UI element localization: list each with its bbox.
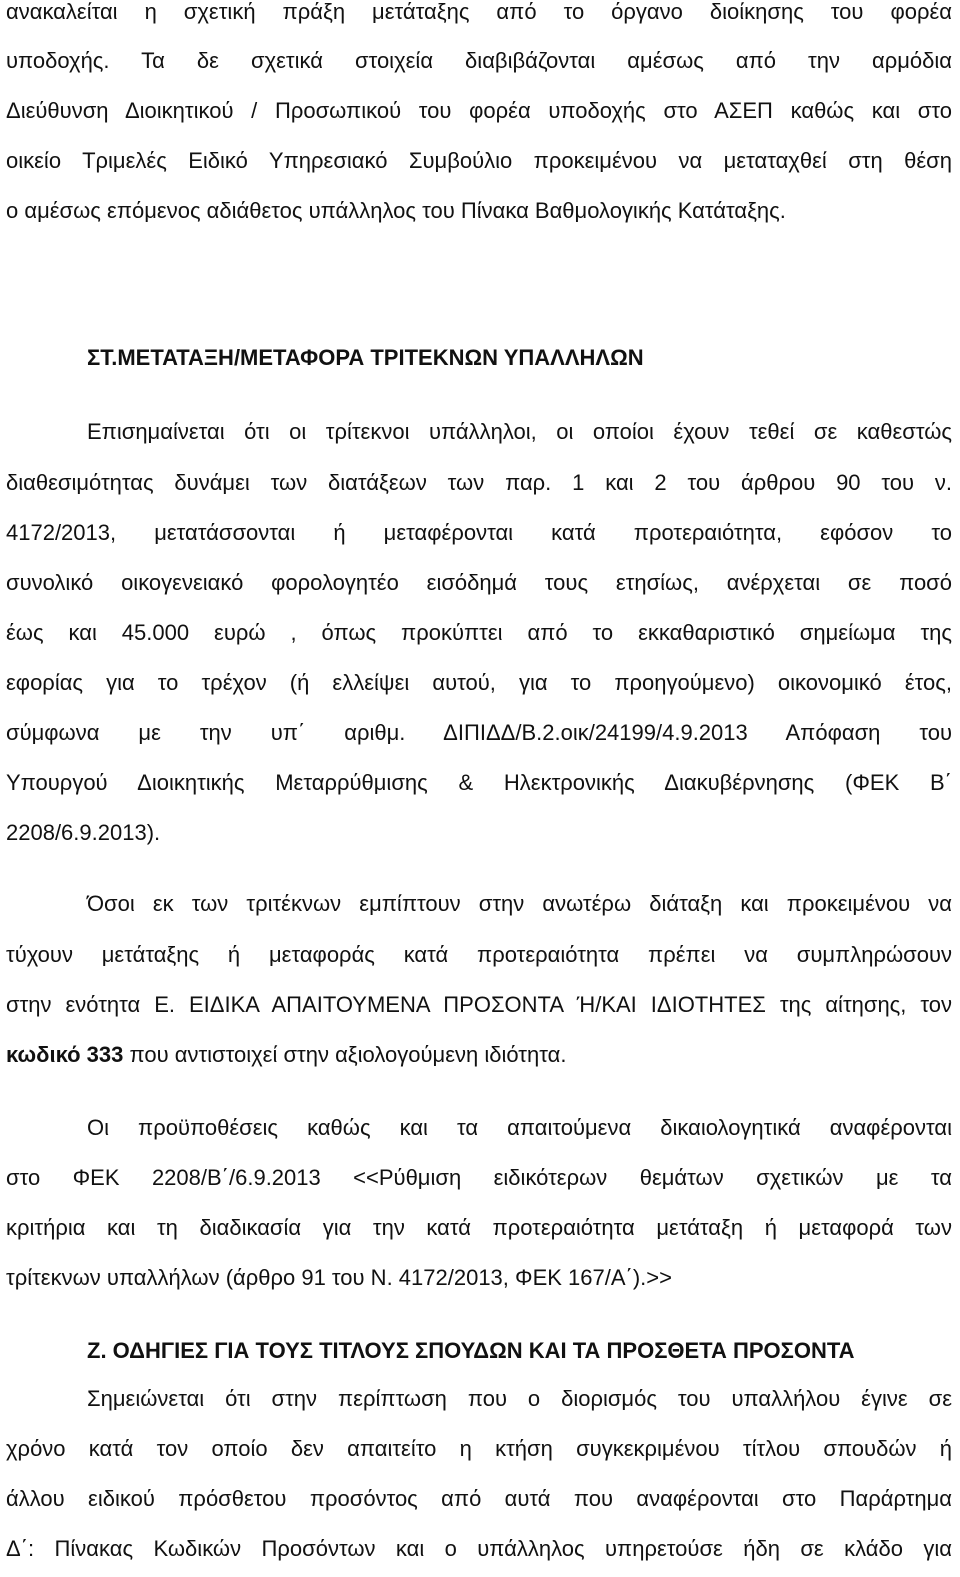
text-line — [6, 1040, 952, 1070]
text-line: άλλου ειδικού πρόσθετου προσόντος από αυτά που αναφέρονται στο Παράρτημα — [6, 1486, 952, 1511]
text-line: υποδοχής. Τα δε σχετικά στοιχεία διαβιβάζονται αμέσως από την αρμόδια — [6, 48, 952, 73]
text-line: συνολικό οικογενειακό φορολογητέο εισόδημά τους ετησίως, ανέρχεται σε ποσό — [6, 570, 952, 595]
text-line: Οι προϋποθέσεις καθώς και τα απαιτούμενα δικαιολογητικά αναφέρονται — [87, 1115, 952, 1140]
text-line: τρίτεκνων υπαλλήλων (άρθρο 91 του Ν. 4172/2013, ΦΕΚ 167/Α΄).>> — [6, 1265, 672, 1290]
text-line: διαθεσιμότητας δυνάμει των διατάξεων των παρ. 1 και 2 του άρθρου 90 του ν. — [6, 470, 952, 495]
text-line: στο ΦΕΚ 2208/Β΄/6.9.2013 <<Ρύθμιση ειδικότερων θεμάτων σχετικών με τα — [6, 1165, 952, 1190]
text-line: σύμφωνα με την υπ΄ αριθμ. ΔΙΠΙΔΔ/Β.2.οικ/24199/4.9.2013 Απόφαση του — [6, 720, 952, 745]
code-333-emphasis: κωδικό 333 — [6, 1042, 124, 1067]
text-line: 2208/6.9.2013). — [6, 820, 161, 845]
text-line: 4172/2013, μετατάσσονται ή μεταφέρονται κατά προτεραιότητα, εφόσον το — [6, 520, 952, 545]
text-line: στην ενότητα Ε. ΕΙΔΙΚΑ ΑΠΑΙΤΟΥΜΕΝΑ ΠΡΟΣΟΝΤΑ Ή/ΚΑΙ ΙΔΙΟΤΗΤΕΣ της αίτησης, τον — [6, 992, 952, 1017]
text-line: εφορίας για το τρέχον (ή ελλείψει αυτού, για το προηγούμενο) οικονομικό έτος, — [6, 670, 952, 695]
text-line: οικείο Τριμελές Ειδικό Υπηρεσιακό Συμβούλιο προκειμένου να μεταταχθεί στη θέση — [6, 148, 952, 173]
text-line: Διεύθυνση Διοικητικού / Προσωπικού του φορέα υποδοχής στο ΑΣΕΠ καθώς και στο — [6, 98, 952, 123]
text-run: που αντιστοιχεί στην αξιολογούμενη ιδιότητα. — [123, 1042, 567, 1067]
text-line: έως και 45.000 ευρώ , όπως προκύπτει από το εκκαθαριστικό σημείωμα της — [6, 620, 952, 645]
text-line: Δ΄: Πίνακας Κωδικών Προσόντων και ο υπάλληλος υπηρετούσε ήδη σε κλάδο για — [6, 1536, 952, 1561]
text-line: ανακαλείται η σχετική πράξη μετάταξης από το όργανο διοίκησης του φορέα — [6, 0, 952, 24]
text-line: Όσοι εκ των τριτέκνων εμπίπτουν στην ανωτέρω διάταξη και προκειμένου να — [87, 891, 952, 916]
text-line: ο αμέσως επόμενος αδιάθετος υπάλληλος του Πίνακα Βαθμολογικής Κατάταξης. — [6, 198, 786, 223]
section-st-heading: ΣΤ.ΜΕΤΑΤΑΞΗ/ΜΕΤΑΦΟΡΑ ΤΡΙΤΕΚΝΩΝ ΥΠΑΛΛΗΛΩΝ — [87, 345, 644, 370]
text-line: Επισημαίνεται ότι οι τρίτεκνοι υπάλληλοι, οι οποίοι έχουν τεθεί σε καθεστώς — [87, 419, 952, 444]
section-z-heading: Ζ. ΟΔΗΓΙΕΣ ΓΙΑ ΤΟΥΣ ΤΙΤΛΟΥΣ ΣΠΟΥΔΩΝ ΚΑΙ ΤΑ ΠΡΟΣΘΕΤΑ ΠΡΟΣΟΝΤΑ — [87, 1338, 855, 1363]
text-line: τύχουν μετάταξης ή μεταφοράς κατά προτεραιότητα πρέπει να συμπληρώσουν — [6, 942, 952, 967]
text-line: Υπουργού Διοικητικής Μεταρρύθμισης & Ηλεκτρονικής Διακυβέρνησης (ΦΕΚ Β΄ — [6, 770, 952, 795]
text-line: κριτήρια και τη διαδικασία για την κατά προτεραιότητα μετάταξη ή μεταφορά των — [6, 1215, 952, 1240]
text-line: χρόνο κατά τον οποίο δεν απαιτείτο η κτήση συγκεκριμένου τίτλου σπουδών ή — [6, 1436, 952, 1461]
text-line: Σημειώνεται ότι στην περίπτωση που ο διορισμός του υπαλλήλου έγινε σε — [87, 1386, 952, 1411]
